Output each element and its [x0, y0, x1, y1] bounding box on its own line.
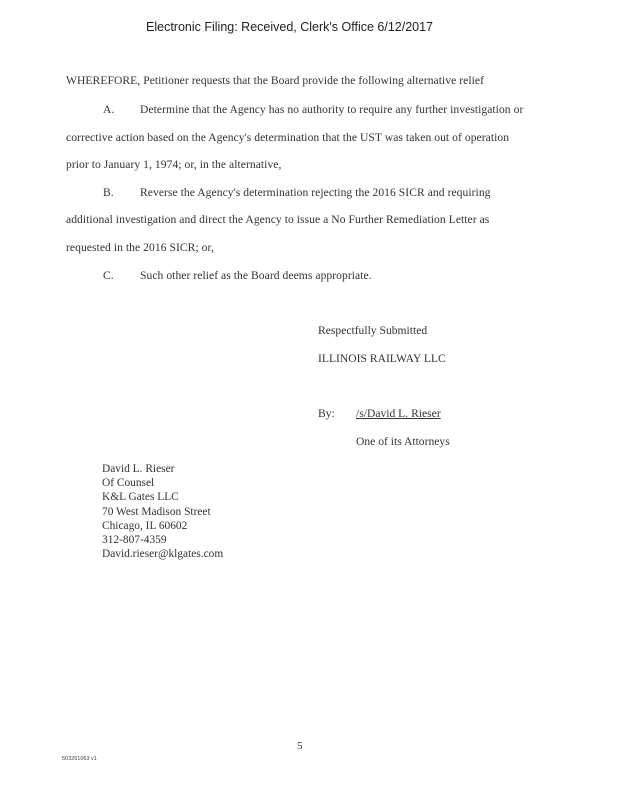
relief-item-b-line-2: additional investigation and direct the Agency to issue a No Further Remediation Letter as — [66, 213, 490, 226]
relief-item-a-line-1: Determine that the Agency has no authority to require any further investigation or — [140, 103, 524, 116]
signature-by-label: By: — [318, 407, 335, 420]
address-line: 70 West Madison Street — [102, 505, 211, 518]
signature-role: One of its Attorneys — [356, 435, 450, 448]
page-number: 5 — [297, 740, 303, 752]
relief-item-b-line-1: Reverse the Agency's determination rejecting the 2016 SICR and requiring — [140, 186, 491, 199]
signature-party: ILLINOIS RAILWAY LLC — [318, 352, 446, 365]
address-line: Of Counsel — [102, 477, 155, 490]
address-line: Chicago, IL 60602 — [102, 519, 188, 532]
relief-item-b-marker: B. — [103, 186, 114, 199]
address-email: David.rieser@klgates.com — [102, 548, 224, 561]
relief-item-b-line-3: requested in the 2016 SICR; or, — [66, 241, 214, 254]
signature-closing: Respectfully Submitted — [318, 324, 428, 337]
address-line: 312-807-4359 — [102, 534, 167, 547]
filing-stamp: Electronic Filing: Received, Clerk's Office 6/12/2017 — [146, 20, 434, 34]
relief-item-c-line-1: Such other relief as the Board deems appropriate. — [140, 269, 372, 282]
address-line: K&L Gates LLC — [102, 491, 179, 504]
document-id: 503261063 v1 — [62, 756, 97, 762]
relief-item-a-marker: A. — [103, 103, 115, 116]
relief-item-c-marker: C. — [103, 269, 114, 282]
signature-signed-name: /s/David L. Rieser — [356, 407, 441, 420]
relief-item-a-line-3: prior to January 1, 1974; or, in the alternative, — [66, 158, 282, 171]
address-line: David L. Rieser — [102, 463, 175, 475]
attorney-address-block — [102, 462, 223, 561]
relief-item-a-line-2: corrective action based on the Agency's determination that the UST was taken out of operation — [66, 131, 510, 144]
wherefore-paragraph: WHEREFORE, Petitioner requests that the Board provide the following alternative relief — [66, 74, 485, 87]
